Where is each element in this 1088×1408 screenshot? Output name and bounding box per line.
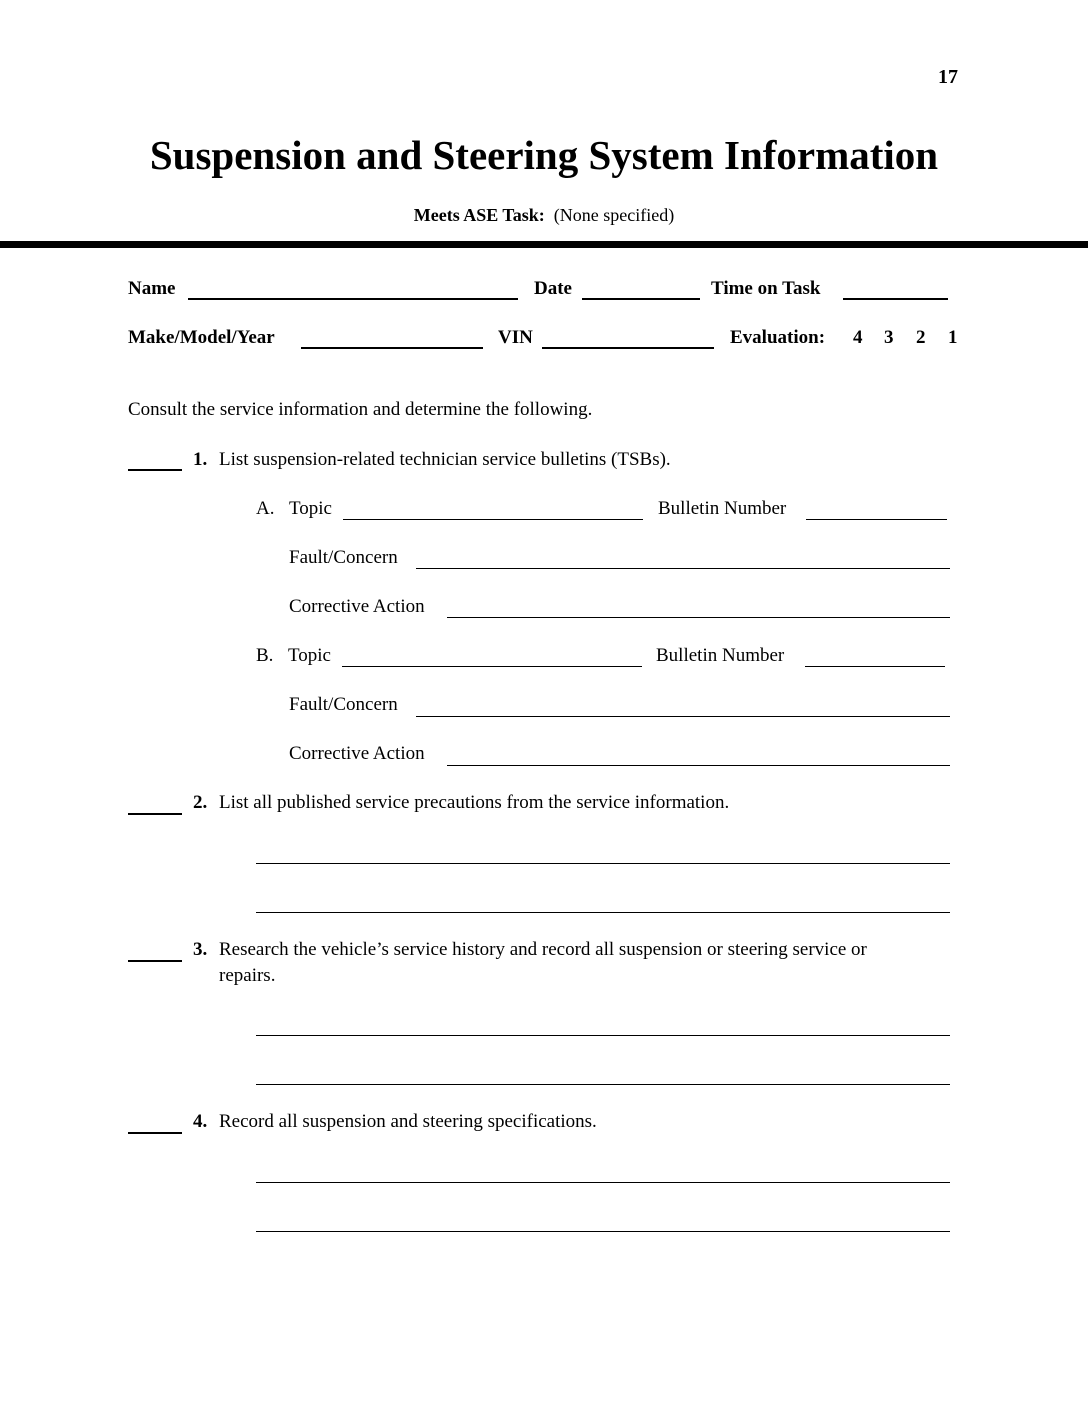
name-label: Name <box>128 278 176 299</box>
ase-task-label: Meets ASE Task: <box>413 205 545 225</box>
item-1-check-blank[interactable] <box>128 469 182 471</box>
vin-field[interactable] <box>542 347 714 349</box>
date-label: Date <box>534 278 572 299</box>
tsb-a-action-field[interactable] <box>447 617 950 618</box>
item-3-text: Research the vehicle’s service history and record all suspension or steering service or <box>219 939 867 960</box>
tsb-b-fault-label: Fault/Concern <box>289 694 398 715</box>
tsb-b-action-field[interactable] <box>447 765 950 766</box>
item-4-answer-line-1[interactable] <box>256 1182 950 1183</box>
item-2-answer-line-2[interactable] <box>256 912 950 913</box>
tsb-a-action-label: Corrective Action <box>289 596 425 617</box>
tsb-a-bulletin-field[interactable] <box>806 519 947 520</box>
item-3-check-blank[interactable] <box>128 960 182 962</box>
page-title: Suspension and Steering System Information <box>149 132 939 178</box>
item-3-answer-line-1[interactable] <box>256 1035 950 1036</box>
time-on-task-label: Time on Task <box>711 278 821 299</box>
name-field[interactable] <box>188 298 518 300</box>
tsb-a-fault-field[interactable] <box>416 568 950 569</box>
header-rule <box>0 241 1088 248</box>
item-3-answer-line-2[interactable] <box>256 1084 950 1085</box>
date-field[interactable] <box>582 298 700 300</box>
tsb-b-letter: B. <box>256 645 274 666</box>
item-3-number: 3. <box>193 939 208 960</box>
tsb-b-topic-label: Topic <box>288 645 331 666</box>
item-2-answer-line-1[interactable] <box>256 863 950 864</box>
evaluation-label: Evaluation: <box>730 327 826 348</box>
item-2-number: 2. <box>193 792 208 813</box>
item-3-text-cont: repairs. <box>219 965 276 986</box>
ase-task-value: (None specified) <box>553 205 675 225</box>
tsb-a-topic-label: Topic <box>289 498 332 519</box>
tsb-a-fault-label: Fault/Concern <box>289 547 398 568</box>
item-4-answer-line-2[interactable] <box>256 1231 950 1232</box>
vin-label: VIN <box>498 327 533 348</box>
item-1-text: List suspension-related technician service bulletins (TSBs). <box>219 449 671 470</box>
page-number: 17 <box>938 66 958 88</box>
item-4-number: 4. <box>193 1111 208 1132</box>
evaluation-score-4[interactable]: 4 <box>853 327 863 348</box>
tsb-a-bulletin-label: Bulletin Number <box>658 498 787 519</box>
make-model-year-label: Make/Model/Year <box>128 327 275 348</box>
make-model-year-field[interactable] <box>301 347 483 349</box>
item-2-check-blank[interactable] <box>128 813 182 815</box>
item-4-check-blank[interactable] <box>128 1132 182 1134</box>
item-4-text: Record all suspension and steering specifications. <box>219 1111 597 1132</box>
evaluation-score-1[interactable]: 1 <box>948 327 958 348</box>
tsb-a-topic-field[interactable] <box>343 519 643 520</box>
tsb-b-bulletin-label: Bulletin Number <box>656 645 785 666</box>
item-2-text: List all published service precautions from the service information. <box>219 792 730 813</box>
tsb-b-action-label: Corrective Action <box>289 743 425 764</box>
tsb-b-fault-field[interactable] <box>416 716 950 717</box>
tsb-b-topic-field[interactable] <box>342 666 642 667</box>
tsb-a-letter: A. <box>256 498 275 519</box>
intro-text: Consult the service information and determine the following. <box>128 399 593 420</box>
time-on-task-field[interactable] <box>843 298 948 300</box>
evaluation-score-2[interactable]: 2 <box>916 327 926 348</box>
item-1-number: 1. <box>193 449 208 470</box>
ase-task <box>0 204 1088 226</box>
evaluation-score-3[interactable]: 3 <box>884 327 894 348</box>
tsb-b-bulletin-field[interactable] <box>805 666 945 667</box>
